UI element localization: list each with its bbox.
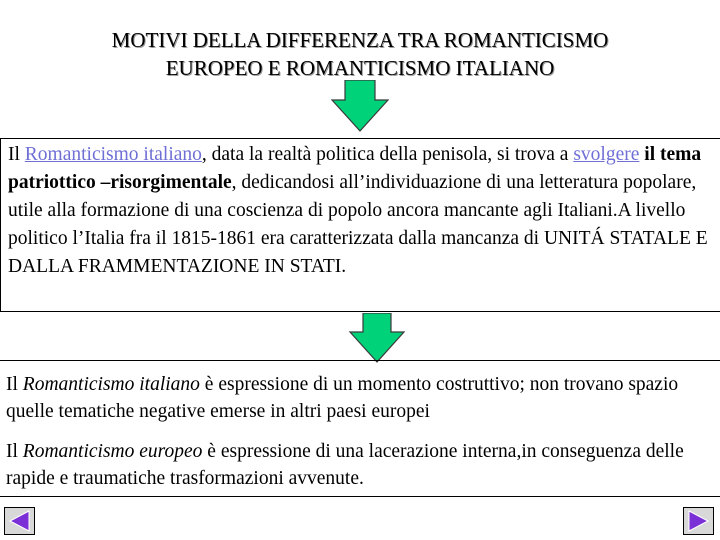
comparison-panel [0, 360, 720, 497]
paragraph-europeo [6, 438, 720, 492]
panel-text [8, 141, 720, 281]
romanticismo-italiano-panel [0, 138, 720, 312]
text-segment: Il [6, 374, 23, 395]
link-svolgere[interactable]: svolgere [573, 144, 640, 165]
triangle-left-icon [5, 508, 34, 534]
italic-text: Romanticismo italiano [22, 374, 200, 395]
text-segment: è espressione di un momento costruttivo; non trovano spazio quelle tematiche negative emerse in altri paesi europei [6, 374, 679, 422]
text-segment: Il [8, 144, 25, 165]
italic-text: Romanticismo europeo [22, 441, 203, 462]
link-romanticismo-italiano[interactable]: Romanticismo italiano [24, 144, 202, 165]
bold-text: il tema patriottico –risorgimentale [8, 144, 702, 193]
title-line-2: EUROPEO E ROMANTICISMO ITALIANO [165, 56, 555, 80]
title-line-1: MOTIVI DELLA DIFFERENZA TRA ROMANTICISMO [111, 28, 609, 52]
triangle-right-icon [684, 508, 713, 534]
next-slide-button[interactable] [683, 507, 714, 535]
text-segment: , data la realtà politica della penisola, si trova a [201, 144, 574, 165]
down-arrow-icon [348, 313, 406, 363]
paragraph-italiano [6, 371, 720, 425]
slide-title [0, 26, 720, 82]
text-segment: , dedicandosi all’individuazione di una letteratura popolare, utile alla formazione di una coscienza di popolo ancora mancante agli Italiani.A livello politico l’Italia fra il 1815-1861 era caratterizzata dalla mancanza di UNITÁ STATALE E DALLA FRAMMENTAZIONE IN STATI. [8, 172, 708, 277]
text-segment: è espressione di una lacerazione interna,in conseguenza delle rapide e traumatiche trasformazioni avvenute. [6, 441, 684, 489]
down-arrow-icon [330, 80, 390, 132]
previous-slide-button[interactable] [4, 507, 35, 535]
text-segment: Il [6, 441, 23, 462]
